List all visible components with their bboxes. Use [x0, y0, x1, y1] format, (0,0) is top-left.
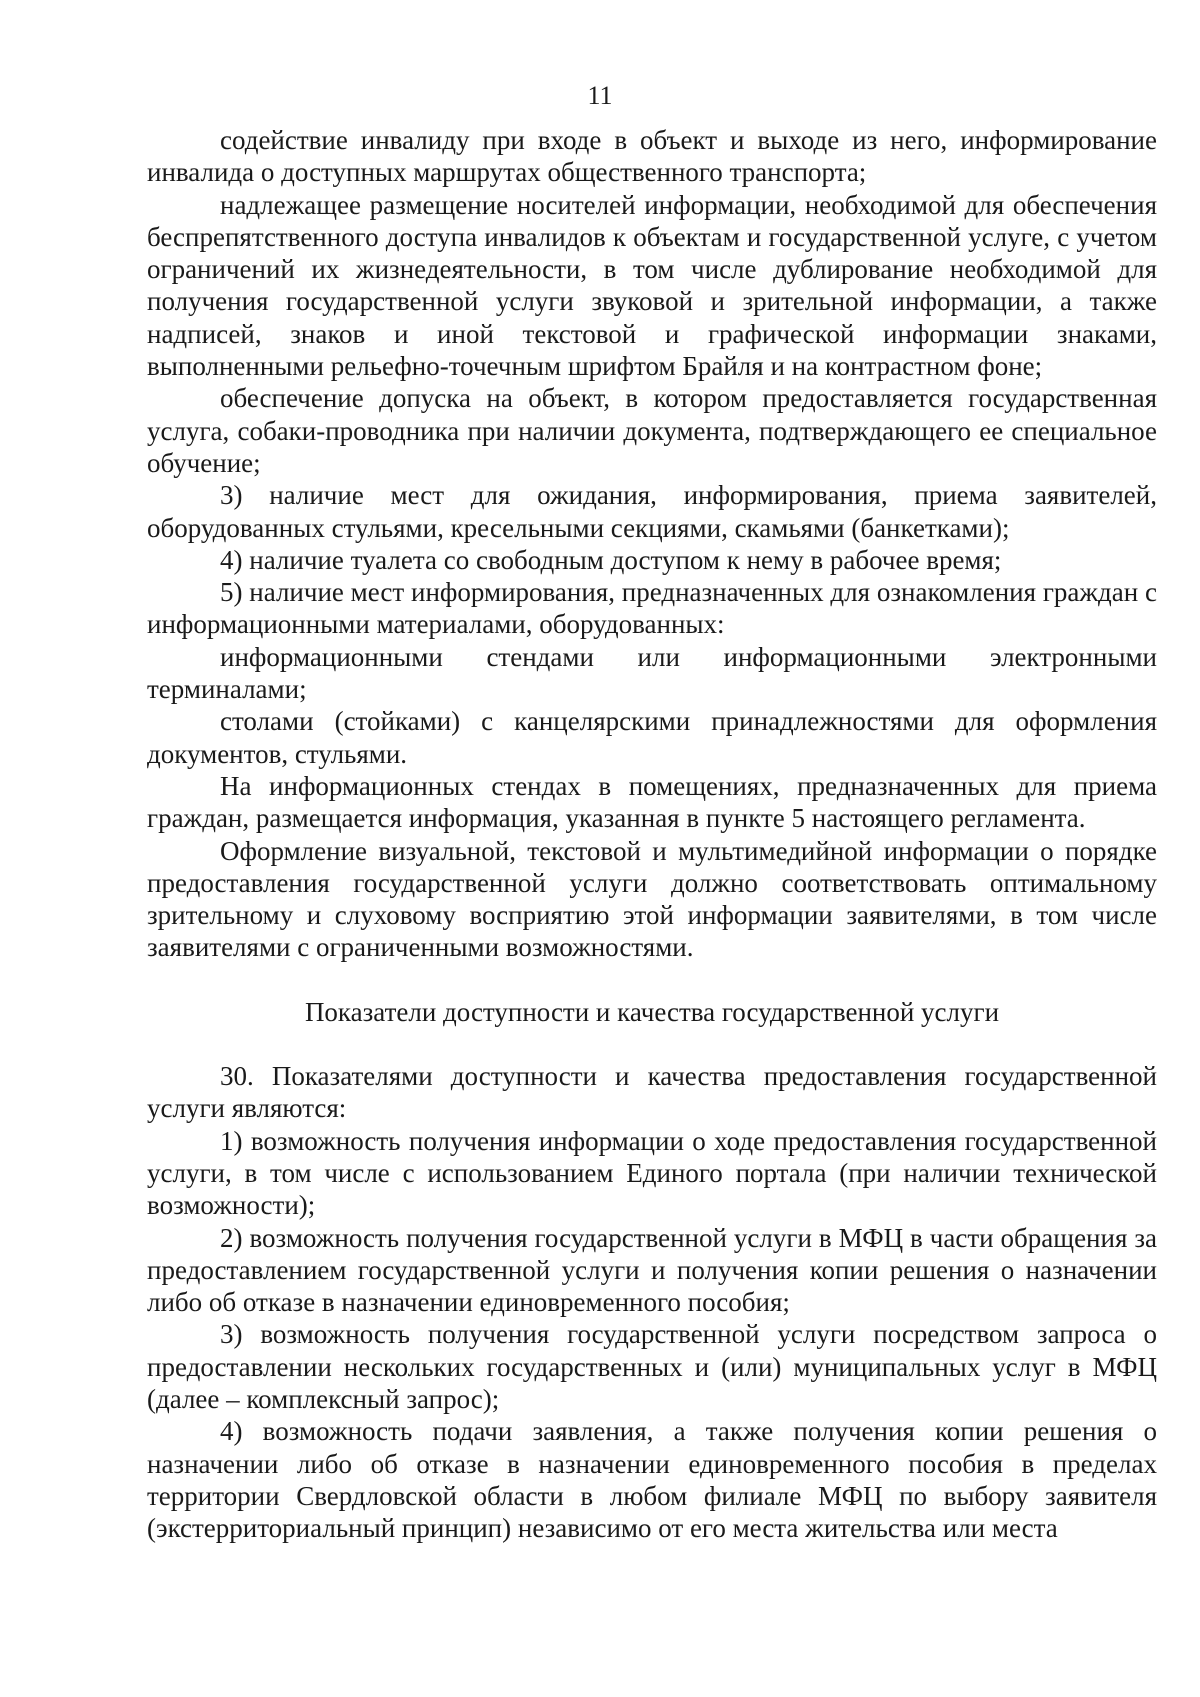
paragraph: содействие инвалиду при входе в объект и выходе из него, информирование инвалида о доступных маршрутах общественного транспорта;: [147, 125, 1157, 188]
paragraph: 3) наличие мест для ожидания, информирования, приема заявителей, оборудованных стульями, кресельными секциями, скамьями (банкетками);: [147, 480, 1157, 543]
page-number: 11: [587, 81, 613, 110]
paragraph: 30. Показателями доступности и качества предоставления государственной услуги являются:: [147, 1061, 1157, 1124]
section-heading: Показатели доступности и качества государственной услуги: [304, 996, 1000, 1027]
paragraph: 5) наличие мест информирования, предназначенных для ознакомления граждан с информационными материалами, оборудованных:: [147, 577, 1157, 640]
paragraph: Оформление визуальной, текстовой и мультимедийной информации о порядке предоставления государственной услуги должно соответствовать оптимальному зрительному и слуховому восприятию этой информации заявителями, в том числе заявителями с ограниченными возможностями.: [147, 835, 1157, 963]
paragraph: 4) возможность подачи заявления, а также получения копии решения о назначении либо об отказе в назначении единовременного пособия в пределах территории Свердловской области в любом филиале МФЦ по выбору заявителя (экстерриториальный принцип) независимо от его места жительства или места: [147, 1416, 1157, 1544]
paragraph: надлежащее размещение носителей информации, необходимой для обеспечения беспрепятственного доступа инвалидов к объектам и государственной услуге, с учетом ограничений их жизнедеятельности, в том числе дублирование необходимой для получения государственной услуги звуковой и зрительной информации, а также надписей, знаков и иной текстовой и графической информации знаками, выполненными рельефно-точечным шрифтом Брайля и на контрастном фоне;: [147, 189, 1157, 382]
paragraph: 4) наличие туалета со свободным доступом к нему в рабочее время;: [220, 544, 1002, 575]
paragraph: информационными стендами или информационными электронными терминалами;: [147, 641, 1157, 705]
paragraph: 3) возможность получения государственной услуги посредством запроса о предоставлении нескольких государственных и (или) муниципальных услуг в МФЦ (далее – комплексный запрос);: [147, 1319, 1157, 1414]
paragraph: столами (стойками) с канцелярскими принадлежностями для оформления документов, стульями.: [147, 706, 1157, 769]
paragraph: 2) возможность получения государственной услуги в МФЦ в части обращения за предоставлением государственной услуги и получения копии решения о назначении либо об отказе в назначении единовременного пособия;: [147, 1222, 1157, 1318]
paragraph: 1) возможность получения информации о ходе предоставления государственной услуги, в том числе с использованием Единого портала (при наличии технической возможности);: [147, 1125, 1157, 1221]
paragraph: обеспечение допуска на объект, в котором предоставляется государственная услуга, собаки-проводника при наличии документа, подтверждающего ее специальное обучение;: [147, 383, 1157, 478]
paragraph: На информационных стендах в помещениях, предназначенных для приема граждан, размещается информация, указанная в пункте 5 настоящего регламента.: [147, 770, 1157, 834]
document-body: [147, 124, 1157, 1544]
